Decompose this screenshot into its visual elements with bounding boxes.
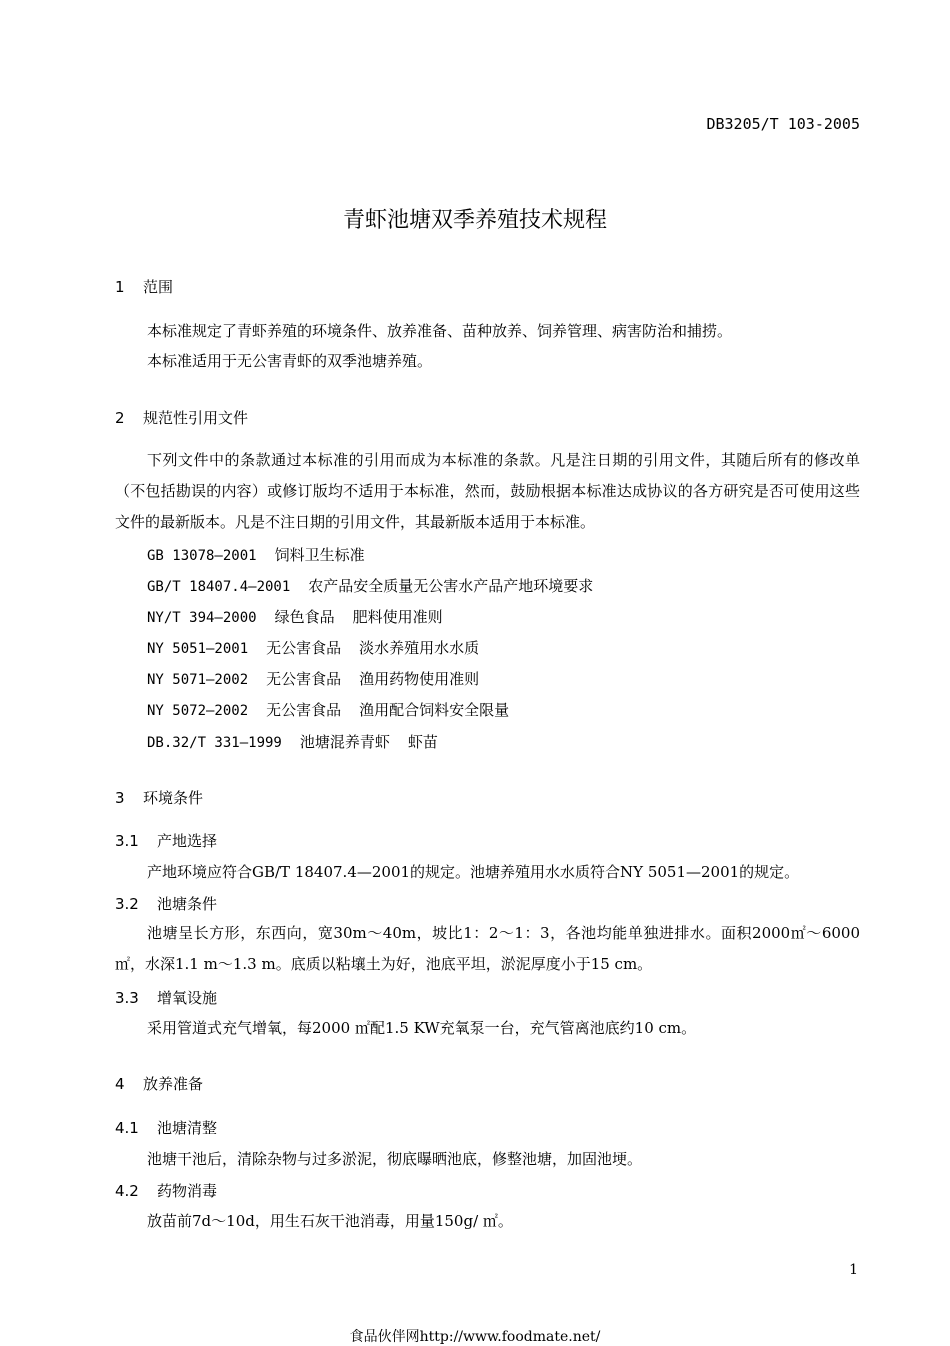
reference-item xyxy=(147,699,509,720)
subsection-number: 3.1 xyxy=(115,832,139,850)
reference-item xyxy=(147,544,365,565)
reference-item xyxy=(147,668,479,689)
subsection-title: 产地选择 xyxy=(157,832,218,850)
document-code: DB3205/T 103-2005 xyxy=(706,115,860,133)
subsection-4-2-heading xyxy=(115,1180,217,1201)
section-number: 2 xyxy=(115,409,125,427)
subsection-3-1-text: 产地环境应符合GB/T 18407.4—2001的规定。池塘养殖用水水质符合NY 5051—2001的规定。 xyxy=(147,863,800,881)
reference-code: GB 13078—2001 xyxy=(147,548,257,564)
subsection-number: 3.3 xyxy=(115,989,139,1007)
reference-item xyxy=(147,637,479,658)
reference-code: GB/T 18407.4—2001 xyxy=(147,579,291,595)
reference-code: NY 5051—2001 xyxy=(147,641,249,657)
reference-subname: 渔用药物使用准则 xyxy=(359,670,480,688)
subsection-3-1-heading xyxy=(115,830,217,851)
subsection-3-2-heading xyxy=(115,893,217,914)
section-title: 规范性引用文件 xyxy=(143,409,249,427)
scope-paragraph-2: 本标准适用于无公害青虾的双季池塘养殖。 xyxy=(147,352,433,370)
section-2-heading xyxy=(115,407,248,428)
subsection-title: 药物消毒 xyxy=(157,1182,218,1200)
reference-name: 无公害食品 xyxy=(266,701,342,719)
subsection-4-1-heading xyxy=(115,1117,217,1138)
subsection-title: 池塘条件 xyxy=(157,895,218,913)
section-number: 3 xyxy=(115,789,125,807)
subsection-number: 4.1 xyxy=(115,1119,139,1137)
section-title: 放养准备 xyxy=(143,1075,204,1093)
reference-code: NY 5072—2002 xyxy=(147,703,249,719)
reference-subname: 渔用配合饲料安全限量 xyxy=(359,701,510,719)
subsection-3-3-heading xyxy=(115,987,217,1008)
subsection-number: 4.2 xyxy=(115,1182,139,1200)
reference-subname: 虾苗 xyxy=(407,733,438,751)
section-number: 4 xyxy=(115,1075,125,1093)
subsection-3-2-text: 池塘呈长方形，东西向，宽30m～40m，坡比1：2～1：3，各池均能单独进排水。面积2000㎡～6000㎡，水深1.1 m～1.3 m。底质以粘壤土为好，池底平坦，淤泥厚度小于15 cm。 xyxy=(115,924,860,973)
subsection-4-2-text: 放苗前7d～10d，用生石灰干池消毒，用量150g/ ㎡。 xyxy=(147,1212,513,1230)
reference-subname: 淡水养殖用水水质 xyxy=(359,639,480,657)
section-title: 范围 xyxy=(143,278,174,296)
subsection-title: 池塘清整 xyxy=(157,1119,218,1137)
reference-name: 绿色食品 xyxy=(274,608,335,626)
subsection-4-1-text: 池塘干池后，清除杂物与过多淤泥，彻底曝晒池底，修整池塘，加固池埂。 xyxy=(147,1150,643,1168)
footer-link[interactable]: 食品伙伴网http://www.foodmate.net/ xyxy=(349,1329,601,1345)
reference-name: 无公害食品 xyxy=(266,670,342,688)
reference-name: 饲料卫生标准 xyxy=(274,546,365,564)
references-intro-paragraph: 下列文件中的条款通过本标准的引用而成为本标准的条款。凡是注日期的引用文件，其随后所有的修改单（不包括勘误的内容）或修订版均不适用于本标准，然而，鼓励根据本标准达成协议的各方研究是否可使用这些文件的最新版本。凡是不注日期的引用文件，其最新版本适用于本标准。 xyxy=(115,451,860,531)
reference-item xyxy=(147,731,438,752)
section-number: 1 xyxy=(115,278,125,296)
page-number: 1 xyxy=(849,1262,858,1278)
subsection-number: 3.2 xyxy=(115,895,139,913)
reference-code: NY 5071—2002 xyxy=(147,672,249,688)
section-3-heading xyxy=(115,787,203,808)
scope-paragraph-1: 本标准规定了青虾养殖的环境条件、放养准备、苗种放养、饲养管理、病害防治和捕捞。 xyxy=(147,322,733,340)
section-title: 环境条件 xyxy=(143,789,204,807)
reference-item xyxy=(147,575,593,596)
reference-name: 无公害食品 xyxy=(266,639,342,657)
reference-subname: 肥料使用准则 xyxy=(352,608,443,626)
reference-code: DB.32/T 331—1999 xyxy=(147,735,282,751)
section-4-heading xyxy=(115,1073,203,1094)
document-title: 青虾池塘双季养殖技术规程 xyxy=(342,208,607,233)
subsection-3-3-text: 采用管道式充气增氧，每2000 ㎡配1.5 KW充氧泵一台，充气管离池底约10 cm。 xyxy=(147,1019,697,1037)
section-1-heading xyxy=(115,276,173,297)
reference-code: NY/T 394—2000 xyxy=(147,610,257,626)
reference-item xyxy=(147,606,443,627)
reference-name: 池塘混养青虾 xyxy=(299,733,390,751)
subsection-title: 增氧设施 xyxy=(157,989,218,1007)
reference-name: 农产品安全质量无公害水产品产地环境要求 xyxy=(308,577,594,595)
